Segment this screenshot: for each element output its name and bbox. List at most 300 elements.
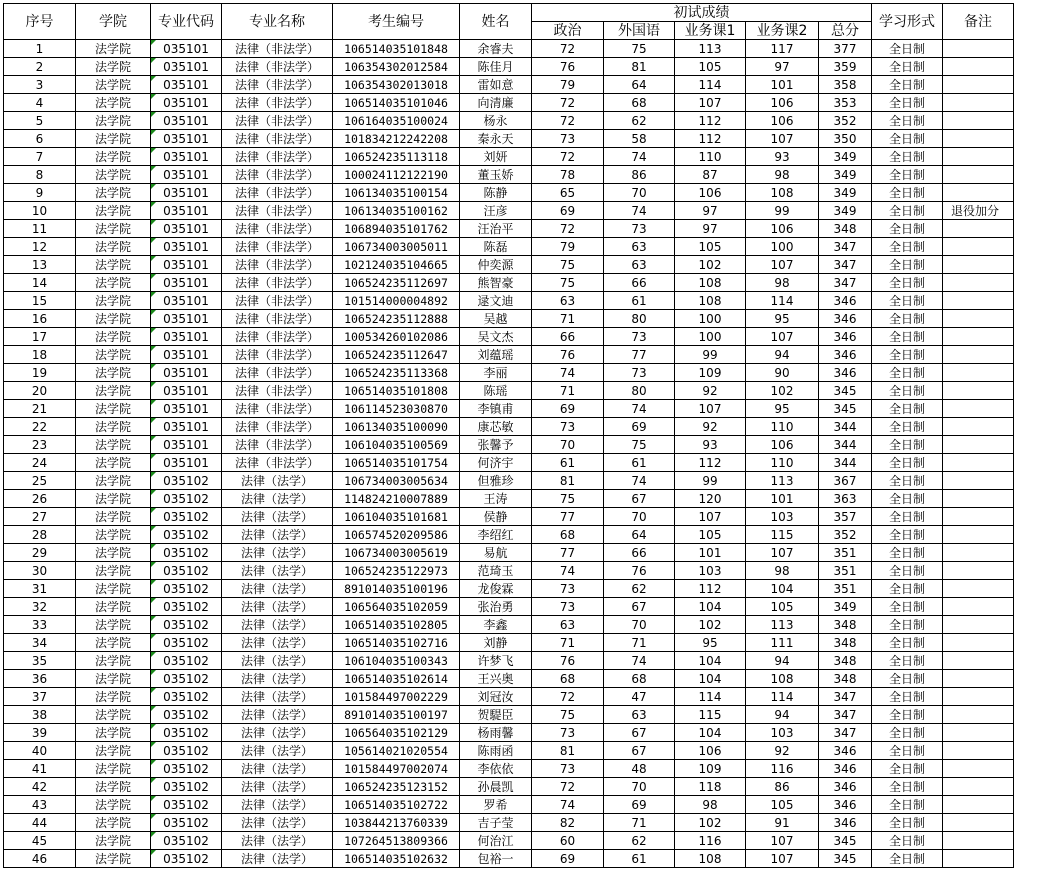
cell-study-mode[interactable]: 全日制 [872, 220, 943, 238]
cell-school[interactable]: 法学院 [76, 796, 151, 814]
cell-remark[interactable] [943, 94, 1014, 112]
header-politics[interactable]: 政治 [532, 22, 604, 40]
cell-course-1[interactable]: 113 [675, 40, 746, 58]
cell-exam-no[interactable]: 106574520209586 [333, 526, 460, 544]
cell-exam-no[interactable]: 106734003005011 [333, 238, 460, 256]
cell-major-code[interactable]: 035101 [151, 418, 222, 436]
cell-name[interactable]: 向清廉 [460, 94, 532, 112]
cell-name[interactable]: 刘冠汝 [460, 688, 532, 706]
cell-politics[interactable]: 61 [532, 454, 604, 472]
cell-seq[interactable]: 7 [4, 148, 76, 166]
cell-exam-no[interactable]: 106734003005619 [333, 544, 460, 562]
cell-course-1[interactable]: 103 [675, 562, 746, 580]
cell-remark[interactable] [943, 580, 1014, 598]
cell-remark[interactable] [943, 112, 1014, 130]
cell-politics[interactable]: 73 [532, 598, 604, 616]
cell-course-1[interactable]: 112 [675, 112, 746, 130]
cell-name[interactable]: 杨永 [460, 112, 532, 130]
cell-school[interactable]: 法学院 [76, 238, 151, 256]
cell-total[interactable]: 347 [819, 238, 872, 256]
cell-seq[interactable]: 23 [4, 436, 76, 454]
cell-foreign-language[interactable]: 74 [604, 400, 675, 418]
cell-school[interactable]: 法学院 [76, 580, 151, 598]
cell-study-mode[interactable]: 全日制 [872, 58, 943, 76]
cell-politics[interactable]: 79 [532, 76, 604, 94]
cell-study-mode[interactable]: 全日制 [872, 454, 943, 472]
cell-major-code[interactable]: 035101 [151, 220, 222, 238]
cell-foreign-language[interactable]: 67 [604, 724, 675, 742]
cell-major-name[interactable]: 法律（非法学） [222, 40, 333, 58]
cell-course-1[interactable]: 102 [675, 616, 746, 634]
cell-foreign-language[interactable]: 63 [604, 238, 675, 256]
cell-foreign-language[interactable]: 80 [604, 382, 675, 400]
header-exam-no[interactable]: 考生编号 [333, 4, 460, 40]
cell-exam-no[interactable]: 106514035101808 [333, 382, 460, 400]
cell-major-name[interactable]: 法律（非法学） [222, 112, 333, 130]
cell-course-1[interactable]: 92 [675, 382, 746, 400]
cell-seq[interactable]: 44 [4, 814, 76, 832]
cell-school[interactable]: 法学院 [76, 328, 151, 346]
cell-school[interactable]: 法学院 [76, 130, 151, 148]
cell-foreign-language[interactable]: 71 [604, 634, 675, 652]
cell-study-mode[interactable]: 全日制 [872, 634, 943, 652]
cell-exam-no[interactable]: 101584497002074 [333, 760, 460, 778]
cell-exam-no[interactable]: 106514035102722 [333, 796, 460, 814]
cell-remark[interactable] [943, 364, 1014, 382]
header-total[interactable]: 总分 [819, 22, 872, 40]
cell-exam-no[interactable]: 106514035102632 [333, 850, 460, 868]
cell-major-code[interactable]: 035102 [151, 544, 222, 562]
cell-seq[interactable]: 28 [4, 526, 76, 544]
cell-school[interactable]: 法学院 [76, 850, 151, 868]
cell-study-mode[interactable]: 全日制 [872, 418, 943, 436]
cell-course-1[interactable]: 112 [675, 130, 746, 148]
cell-seq[interactable]: 37 [4, 688, 76, 706]
cell-foreign-language[interactable]: 67 [604, 490, 675, 508]
cell-name[interactable]: 刘妍 [460, 148, 532, 166]
cell-major-code[interactable]: 035102 [151, 706, 222, 724]
cell-course-2[interactable]: 105 [746, 796, 819, 814]
cell-school[interactable]: 法学院 [76, 346, 151, 364]
cell-name[interactable]: 罗希 [460, 796, 532, 814]
cell-course-2[interactable]: 116 [746, 760, 819, 778]
cell-name[interactable]: 何治江 [460, 832, 532, 850]
cell-school[interactable]: 法学院 [76, 148, 151, 166]
cell-school[interactable]: 法学院 [76, 706, 151, 724]
cell-total[interactable]: 359 [819, 58, 872, 76]
cell-course-2[interactable]: 90 [746, 364, 819, 382]
cell-school[interactable]: 法学院 [76, 166, 151, 184]
cell-school[interactable]: 法学院 [76, 436, 151, 454]
cell-major-code[interactable]: 035101 [151, 328, 222, 346]
header-course-1[interactable]: 业务课1 [675, 22, 746, 40]
cell-major-name[interactable]: 法律（法学） [222, 472, 333, 490]
cell-school[interactable]: 法学院 [76, 742, 151, 760]
cell-course-2[interactable]: 98 [746, 166, 819, 184]
cell-politics[interactable]: 72 [532, 148, 604, 166]
cell-school[interactable]: 法学院 [76, 778, 151, 796]
cell-politics[interactable]: 70 [532, 436, 604, 454]
cell-major-name[interactable]: 法律（法学） [222, 526, 333, 544]
cell-seq[interactable]: 45 [4, 832, 76, 850]
cell-seq[interactable]: 3 [4, 76, 76, 94]
cell-name[interactable]: 秦永天 [460, 130, 532, 148]
cell-total[interactable]: 349 [819, 184, 872, 202]
cell-foreign-language[interactable]: 69 [604, 418, 675, 436]
cell-foreign-language[interactable]: 75 [604, 40, 675, 58]
cell-course-1[interactable]: 97 [675, 220, 746, 238]
cell-major-code[interactable]: 035102 [151, 490, 222, 508]
cell-foreign-language[interactable]: 70 [604, 184, 675, 202]
cell-study-mode[interactable]: 全日制 [872, 328, 943, 346]
cell-study-mode[interactable]: 全日制 [872, 688, 943, 706]
cell-major-code[interactable]: 035102 [151, 796, 222, 814]
cell-politics[interactable]: 75 [532, 490, 604, 508]
cell-seq[interactable]: 9 [4, 184, 76, 202]
cell-politics[interactable]: 73 [532, 580, 604, 598]
cell-study-mode[interactable]: 全日制 [872, 490, 943, 508]
cell-study-mode[interactable]: 全日制 [872, 202, 943, 220]
cell-name[interactable]: 吉子莹 [460, 814, 532, 832]
cell-course-2[interactable]: 107 [746, 850, 819, 868]
cell-name[interactable]: 李鑫 [460, 616, 532, 634]
header-study-mode[interactable]: 学习形式 [872, 4, 943, 40]
cell-total[interactable]: 358 [819, 76, 872, 94]
cell-course-2[interactable]: 114 [746, 688, 819, 706]
cell-seq[interactable]: 18 [4, 346, 76, 364]
cell-politics[interactable]: 79 [532, 238, 604, 256]
cell-major-name[interactable]: 法律（法学） [222, 688, 333, 706]
cell-politics[interactable]: 73 [532, 418, 604, 436]
cell-course-2[interactable]: 98 [746, 562, 819, 580]
cell-total[interactable]: 346 [819, 742, 872, 760]
cell-course-2[interactable]: 106 [746, 112, 819, 130]
cell-school[interactable]: 法学院 [76, 724, 151, 742]
cell-exam-no[interactable]: 105614021020554 [333, 742, 460, 760]
cell-study-mode[interactable]: 全日制 [872, 796, 943, 814]
cell-foreign-language[interactable]: 77 [604, 346, 675, 364]
cell-major-code[interactable]: 035101 [151, 202, 222, 220]
cell-seq[interactable]: 33 [4, 616, 76, 634]
cell-name[interactable]: 陈瑶 [460, 382, 532, 400]
cell-politics[interactable]: 75 [532, 274, 604, 292]
cell-course-1[interactable]: 105 [675, 526, 746, 544]
cell-politics[interactable]: 72 [532, 778, 604, 796]
cell-major-name[interactable]: 法律（非法学） [222, 166, 333, 184]
cell-study-mode[interactable]: 全日制 [872, 544, 943, 562]
cell-study-mode[interactable]: 全日制 [872, 166, 943, 184]
cell-course-1[interactable]: 99 [675, 472, 746, 490]
cell-seq[interactable]: 35 [4, 652, 76, 670]
cell-major-name[interactable]: 法律（非法学） [222, 94, 333, 112]
cell-name[interactable]: 陈磊 [460, 238, 532, 256]
cell-major-code[interactable]: 035101 [151, 310, 222, 328]
cell-total[interactable]: 345 [819, 850, 872, 868]
cell-remark[interactable] [943, 850, 1014, 868]
cell-course-1[interactable]: 107 [675, 508, 746, 526]
cell-study-mode[interactable]: 全日制 [872, 184, 943, 202]
cell-total[interactable]: 346 [819, 292, 872, 310]
cell-major-name[interactable]: 法律（法学） [222, 724, 333, 742]
cell-total[interactable]: 346 [819, 814, 872, 832]
header-course-2[interactable]: 业务课2 [746, 22, 819, 40]
cell-major-code[interactable]: 035101 [151, 148, 222, 166]
cell-foreign-language[interactable]: 62 [604, 112, 675, 130]
cell-remark[interactable] [943, 706, 1014, 724]
cell-seq[interactable]: 40 [4, 742, 76, 760]
cell-foreign-language[interactable]: 48 [604, 760, 675, 778]
cell-course-1[interactable]: 114 [675, 76, 746, 94]
cell-school[interactable]: 法学院 [76, 562, 151, 580]
cell-name[interactable]: 汪治平 [460, 220, 532, 238]
cell-course-2[interactable]: 97 [746, 58, 819, 76]
cell-total[interactable]: 348 [819, 670, 872, 688]
cell-seq[interactable]: 43 [4, 796, 76, 814]
cell-politics[interactable]: 72 [532, 40, 604, 58]
cell-foreign-language[interactable]: 62 [604, 580, 675, 598]
cell-foreign-language[interactable]: 62 [604, 832, 675, 850]
cell-foreign-language[interactable]: 86 [604, 166, 675, 184]
header-scores-group[interactable]: 初试成绩 [532, 4, 872, 22]
cell-course-2[interactable]: 107 [746, 256, 819, 274]
cell-seq[interactable]: 26 [4, 490, 76, 508]
cell-course-2[interactable]: 95 [746, 310, 819, 328]
cell-major-name[interactable]: 法律（非法学） [222, 346, 333, 364]
cell-major-code[interactable]: 035101 [151, 274, 222, 292]
cell-politics[interactable]: 65 [532, 184, 604, 202]
cell-exam-no[interactable]: 106564035102059 [333, 598, 460, 616]
cell-major-name[interactable]: 法律（法学） [222, 742, 333, 760]
cell-name[interactable]: 雷如意 [460, 76, 532, 94]
cell-school[interactable]: 法学院 [76, 292, 151, 310]
cell-course-1[interactable]: 112 [675, 454, 746, 472]
cell-seq[interactable]: 22 [4, 418, 76, 436]
cell-course-1[interactable]: 116 [675, 832, 746, 850]
cell-name[interactable]: 陈静 [460, 184, 532, 202]
cell-major-code[interactable]: 035102 [151, 670, 222, 688]
cell-major-code[interactable]: 035101 [151, 112, 222, 130]
cell-politics[interactable]: 71 [532, 310, 604, 328]
cell-politics[interactable]: 72 [532, 220, 604, 238]
cell-exam-no[interactable]: 106524235112888 [333, 310, 460, 328]
cell-course-1[interactable]: 114 [675, 688, 746, 706]
cell-major-name[interactable]: 法律（法学） [222, 580, 333, 598]
cell-politics[interactable]: 72 [532, 688, 604, 706]
cell-exam-no[interactable]: 106524235113368 [333, 364, 460, 382]
cell-total[interactable]: 367 [819, 472, 872, 490]
cell-politics[interactable]: 68 [532, 526, 604, 544]
cell-study-mode[interactable]: 全日制 [872, 292, 943, 310]
cell-name[interactable]: 陈雨函 [460, 742, 532, 760]
cell-course-2[interactable]: 108 [746, 184, 819, 202]
cell-course-2[interactable]: 92 [746, 742, 819, 760]
cell-course-2[interactable]: 103 [746, 508, 819, 526]
cell-study-mode[interactable]: 全日制 [872, 670, 943, 688]
cell-major-code[interactable]: 035101 [151, 94, 222, 112]
cell-course-2[interactable]: 101 [746, 490, 819, 508]
cell-seq[interactable]: 41 [4, 760, 76, 778]
cell-course-2[interactable]: 94 [746, 346, 819, 364]
cell-school[interactable]: 法学院 [76, 508, 151, 526]
cell-exam-no[interactable]: 106104035100569 [333, 436, 460, 454]
cell-name[interactable]: 易航 [460, 544, 532, 562]
cell-politics[interactable]: 75 [532, 706, 604, 724]
cell-school[interactable]: 法学院 [76, 112, 151, 130]
cell-study-mode[interactable]: 全日制 [872, 742, 943, 760]
cell-remark[interactable] [943, 634, 1014, 652]
cell-course-1[interactable]: 93 [675, 436, 746, 454]
cell-remark[interactable] [943, 130, 1014, 148]
cell-exam-no[interactable]: 106524235112697 [333, 274, 460, 292]
cell-total[interactable]: 349 [819, 166, 872, 184]
cell-major-name[interactable]: 法律（非法学） [222, 220, 333, 238]
cell-remark[interactable] [943, 382, 1014, 400]
cell-course-2[interactable]: 114 [746, 292, 819, 310]
cell-foreign-language[interactable]: 74 [604, 472, 675, 490]
cell-politics[interactable]: 66 [532, 328, 604, 346]
cell-major-name[interactable]: 法律（法学） [222, 706, 333, 724]
cell-total[interactable]: 344 [819, 418, 872, 436]
cell-politics[interactable]: 63 [532, 616, 604, 634]
cell-exam-no[interactable]: 106134035100162 [333, 202, 460, 220]
cell-total[interactable]: 348 [819, 616, 872, 634]
cell-course-2[interactable]: 103 [746, 724, 819, 742]
cell-total[interactable]: 377 [819, 40, 872, 58]
cell-exam-no[interactable]: 106354302012584 [333, 58, 460, 76]
cell-seq[interactable]: 14 [4, 274, 76, 292]
cell-major-name[interactable]: 法律（法学） [222, 508, 333, 526]
cell-major-name[interactable]: 法律（法学） [222, 598, 333, 616]
cell-exam-no[interactable]: 114824210007889 [333, 490, 460, 508]
cell-exam-no[interactable]: 106514035102614 [333, 670, 460, 688]
cell-major-code[interactable]: 035101 [151, 292, 222, 310]
cell-seq[interactable]: 4 [4, 94, 76, 112]
cell-remark[interactable] [943, 184, 1014, 202]
cell-major-name[interactable]: 法律（法学） [222, 616, 333, 634]
cell-remark[interactable] [943, 418, 1014, 436]
cell-seq[interactable]: 27 [4, 508, 76, 526]
cell-major-name[interactable]: 法律（法学） [222, 562, 333, 580]
cell-remark[interactable] [943, 220, 1014, 238]
cell-major-code[interactable]: 035102 [151, 472, 222, 490]
cell-total[interactable]: 348 [819, 220, 872, 238]
cell-name[interactable]: 逯文迪 [460, 292, 532, 310]
cell-exam-no[interactable]: 106134035100090 [333, 418, 460, 436]
cell-remark[interactable] [943, 58, 1014, 76]
cell-total[interactable]: 357 [819, 508, 872, 526]
cell-school[interactable]: 法学院 [76, 544, 151, 562]
cell-major-code[interactable]: 035102 [151, 778, 222, 796]
cell-course-1[interactable]: 102 [675, 814, 746, 832]
cell-remark[interactable] [943, 742, 1014, 760]
cell-seq[interactable]: 31 [4, 580, 76, 598]
cell-study-mode[interactable]: 全日制 [872, 652, 943, 670]
cell-total[interactable]: 349 [819, 148, 872, 166]
cell-course-2[interactable]: 94 [746, 706, 819, 724]
cell-foreign-language[interactable]: 74 [604, 148, 675, 166]
cell-course-1[interactable]: 115 [675, 706, 746, 724]
cell-foreign-language[interactable]: 73 [604, 328, 675, 346]
cell-politics[interactable]: 69 [532, 202, 604, 220]
cell-total[interactable]: 351 [819, 562, 872, 580]
cell-exam-no[interactable]: 106134035100154 [333, 184, 460, 202]
cell-exam-no[interactable]: 106514035101046 [333, 94, 460, 112]
cell-politics[interactable]: 74 [532, 562, 604, 580]
cell-course-2[interactable]: 91 [746, 814, 819, 832]
cell-remark[interactable] [943, 652, 1014, 670]
cell-name[interactable]: 李依依 [460, 760, 532, 778]
cell-name[interactable]: 陈佳月 [460, 58, 532, 76]
cell-major-name[interactable]: 法律（法学） [222, 490, 333, 508]
cell-total[interactable]: 350 [819, 130, 872, 148]
cell-politics[interactable]: 69 [532, 850, 604, 868]
cell-total[interactable]: 346 [819, 346, 872, 364]
cell-total[interactable]: 348 [819, 652, 872, 670]
cell-school[interactable]: 法学院 [76, 652, 151, 670]
cell-foreign-language[interactable]: 70 [604, 778, 675, 796]
cell-remark[interactable] [943, 274, 1014, 292]
cell-exam-no[interactable]: 106564035102129 [333, 724, 460, 742]
cell-remark[interactable] [943, 508, 1014, 526]
cell-foreign-language[interactable]: 58 [604, 130, 675, 148]
cell-major-code[interactable]: 035102 [151, 742, 222, 760]
cell-major-code[interactable]: 035101 [151, 130, 222, 148]
cell-seq[interactable]: 16 [4, 310, 76, 328]
cell-name[interactable]: 范琦玉 [460, 562, 532, 580]
cell-name[interactable]: 张馨予 [460, 436, 532, 454]
cell-study-mode[interactable]: 全日制 [872, 400, 943, 418]
cell-major-name[interactable]: 法律（非法学） [222, 274, 333, 292]
cell-school[interactable]: 法学院 [76, 184, 151, 202]
cell-politics[interactable]: 74 [532, 796, 604, 814]
cell-foreign-language[interactable]: 67 [604, 598, 675, 616]
cell-total[interactable]: 353 [819, 94, 872, 112]
cell-school[interactable]: 法学院 [76, 382, 151, 400]
cell-course-2[interactable]: 110 [746, 418, 819, 436]
cell-course-1[interactable]: 95 [675, 634, 746, 652]
cell-politics[interactable]: 81 [532, 472, 604, 490]
cell-school[interactable]: 法学院 [76, 472, 151, 490]
cell-name[interactable]: 李绍红 [460, 526, 532, 544]
cell-foreign-language[interactable]: 61 [604, 454, 675, 472]
cell-course-1[interactable]: 107 [675, 94, 746, 112]
cell-exam-no[interactable]: 106514035102805 [333, 616, 460, 634]
cell-school[interactable]: 法学院 [76, 526, 151, 544]
cell-exam-no[interactable]: 100024112122190 [333, 166, 460, 184]
cell-name[interactable]: 仲奕源 [460, 256, 532, 274]
cell-remark[interactable] [943, 688, 1014, 706]
cell-total[interactable]: 346 [819, 364, 872, 382]
cell-school[interactable]: 法学院 [76, 454, 151, 472]
cell-study-mode[interactable]: 全日制 [872, 832, 943, 850]
cell-course-2[interactable]: 100 [746, 238, 819, 256]
cell-study-mode[interactable]: 全日制 [872, 724, 943, 742]
cell-course-2[interactable]: 107 [746, 328, 819, 346]
cell-name[interactable]: 包裕一 [460, 850, 532, 868]
cell-remark[interactable] [943, 562, 1014, 580]
cell-name[interactable]: 刘蕴瑶 [460, 346, 532, 364]
cell-study-mode[interactable]: 全日制 [872, 616, 943, 634]
cell-seq[interactable]: 46 [4, 850, 76, 868]
cell-total[interactable]: 348 [819, 634, 872, 652]
cell-study-mode[interactable]: 全日制 [872, 364, 943, 382]
cell-total[interactable]: 363 [819, 490, 872, 508]
cell-politics[interactable]: 76 [532, 652, 604, 670]
cell-major-name[interactable]: 法律（非法学） [222, 256, 333, 274]
cell-remark[interactable] [943, 814, 1014, 832]
cell-politics[interactable]: 68 [532, 670, 604, 688]
cell-seq[interactable]: 17 [4, 328, 76, 346]
